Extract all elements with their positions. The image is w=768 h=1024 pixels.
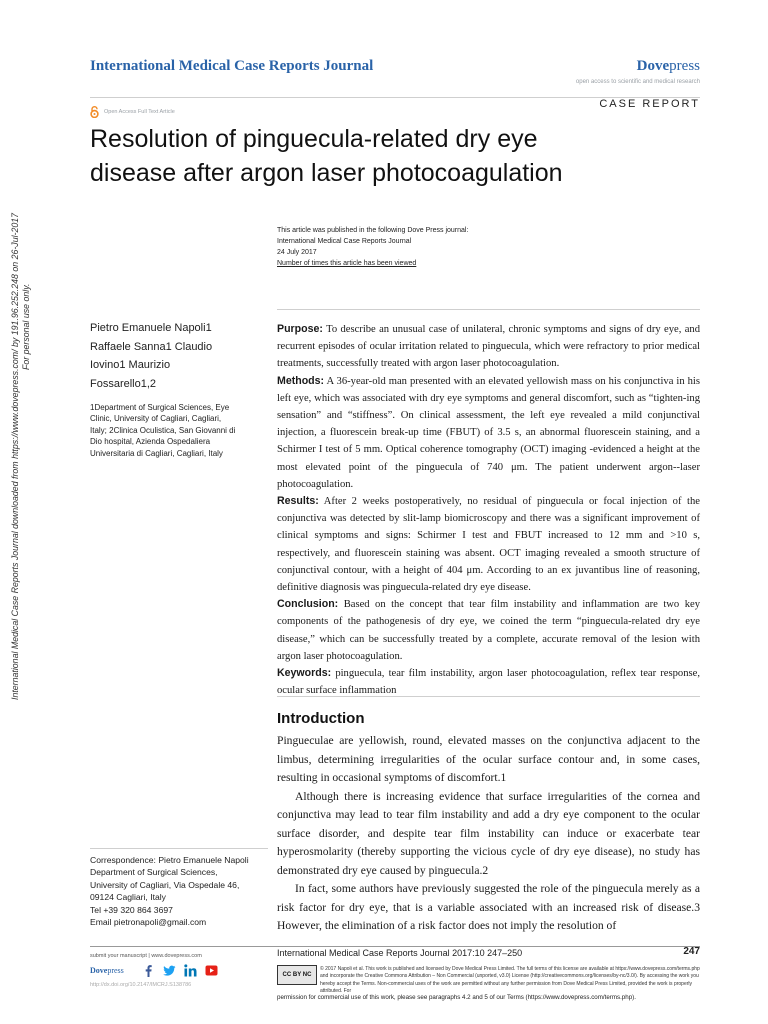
publisher-logo-bold: Dove [636, 58, 670, 74]
license-commercial-text: permission for commercial use of this work, please see paragraphs 4.2 and 5 of our Terms (https://www.dovepress.com/terms.php). [277, 994, 636, 1001]
open-access-lock-icon [90, 106, 99, 118]
article-title-line-2: disease after argon laser photocoagulation [90, 159, 563, 187]
social-links [142, 964, 218, 977]
corr-email[interactable]: Email pietronapoli@gmail.com [90, 917, 207, 928]
corr-line-3: University of Cagliari, Via Ospedale 46, [90, 879, 240, 890]
license-text: © 2017 Napoli et al. This work is published and licensed by Dove Medical Press Limited. The full terms of this license are available at https://www.dovepress.com/terms.php and incorporate the Creative Commons Attribution – Non Commercial (unported, v3.0) License (http://creativecommons.org/licenses/by-nc/3.0/). By accessing the work you hereby accept the Terms. Non-commercial uses of the work are permitted without any further permission from Dove Medical Press Limited, provided the work is properly attributed. For [320, 966, 700, 994]
affiliation-line-4: Dio hospital, Azienda Ospedaliera [90, 437, 211, 447]
introduction-heading: Introduction [277, 710, 365, 727]
footer-logo-rest: press [107, 966, 124, 975]
corr-line-1: Correspondence: Pietro Emanuele Napoli [90, 855, 249, 865]
author-line-4: Fossarello1,2 [90, 377, 157, 390]
facebook-icon[interactable] [142, 964, 155, 977]
journal-citation: International Medical Case Reports Journal 2017:10 247–250 [277, 948, 523, 958]
twitter-icon[interactable] [163, 964, 176, 977]
open-access-row [90, 106, 175, 118]
abstract-conclusion [277, 596, 700, 665]
page-number: 247 [683, 946, 700, 957]
author-line-1: Pietro Emanuele Napoli1 [90, 322, 212, 334]
affiliations [90, 402, 268, 459]
article-title-line-1: Resolution of pinguecula-related dry eye [90, 125, 538, 153]
pub-info-divider [277, 309, 700, 310]
intro-paragraph-3: In fact, some authors have previously suggested the role of the pinguecula merely as a risk factor for dry eye, that is a variable associated with an increased risk of disease.3 However, the elimination of a risk factor does not imply the resolution of [277, 882, 700, 932]
abstract-divider [277, 696, 700, 697]
abstract [277, 321, 700, 699]
pub-info-line-1: This article was published in the following Dove Press journal: [277, 227, 469, 234]
keywords-text: pinguecula, tear film instability, argon laser photocoagulation, reflex tear response, ocular surface inflammation [277, 668, 700, 697]
publisher-logo[interactable] [637, 58, 700, 75]
creative-commons-icon[interactable]: CC BY NC [277, 965, 317, 985]
corr-phone: Tel +39 320 864 3697 [90, 904, 173, 915]
pub-info-date: 24 July 2017 [277, 249, 317, 256]
affiliation-line-5: Universitaria di Cagliari, Cagliari, Italy [90, 448, 223, 458]
correspondence-divider [90, 848, 268, 849]
linkedin-icon[interactable] [184, 964, 197, 977]
conclusion-text: Based on the concept that tear film instability and inflammation are two key components of the pathogenesis of dry eye, we coined the term “pinguecula-related dry eye disease,” which can be successfully treated by a complete, accurate removal of the lesion with argon laser photocoagulation. [277, 599, 700, 662]
footer-divider [90, 946, 700, 947]
article-type: CASE REPORT [599, 98, 700, 110]
affiliation-line-1: 1Department of Surgical Sciences, Eye [90, 403, 230, 412]
results-label: Results: [277, 495, 319, 508]
submit-manuscript-link[interactable]: submit your manuscript | www.dovepress.com [90, 953, 202, 959]
methods-label: Methods: [277, 374, 325, 387]
abstract-methods [277, 373, 700, 493]
conclusion-label: Conclusion: [277, 598, 339, 611]
author-line-2: Raffaele Sanna1 Claudio [90, 340, 213, 353]
correspondence [90, 854, 272, 928]
keywords-label: Keywords: [277, 667, 332, 680]
intro-paragraph-1: Pingueculae are yellowish, round, elevated masses on the conjunctiva adjacent to the limbus, determining irregularities of the ocular surface contour and, in some cases, resulting in occasional symptoms of discomfort.1 [277, 734, 700, 784]
purpose-text: To describe an unusual case of unilateral, chronic symptoms and signs of dry eye, and recurrent episodes of ocular irritation related to pinguecula, which were refractory to prior medical treatments, successfully treated with argon laser photocoagulation. [277, 324, 700, 370]
side-note-line-2: For personal use only. [21, 283, 31, 370]
views-count-link[interactable]: Number of times this article has been viewed [277, 260, 417, 267]
journal-title[interactable]: International Medical Case Reports Journal [90, 58, 374, 74]
author-line-3: Iovino1 Maurizio [90, 359, 171, 371]
purpose-label: Purpose: [277, 323, 323, 335]
doi-link[interactable]: http://dx.doi.org/10.2147/IMCRJ.S138786 [90, 982, 192, 988]
corr-line-2: Department of Surgical Sciences, [90, 867, 218, 878]
download-side-note [10, 0, 32, 700]
side-note-line-1: International Medical Case Reports Journal downloaded from https://www.dovepress.com/ by 191.96.252.248 on 26-Jul-2017 [10, 212, 20, 700]
affiliation-line-3: Italy; 2Clinica Oculistica, San Giovanni di [90, 425, 236, 435]
open-access-label: Open Access Full Text Article [104, 109, 175, 115]
abstract-purpose [277, 321, 700, 373]
introduction-body [277, 732, 700, 936]
footer-publisher-logo[interactable] [90, 966, 124, 975]
intro-paragraph-2: Although there is increasing evidence that surface irregularities of the cornea and conjunctiva may lead to tear film instability and add a dry eye component to the ocular surface disorder, and despite tear film instability can induce or exacerbate tear hyperosmolarity (thereby supporting the vicious cycle of dry eye disease), no study has demonstrated dry eye caused by pinguecula.2 [277, 789, 700, 877]
corr-line-4: 09124 Cagliari, Italy [90, 892, 166, 903]
author-list [90, 319, 260, 393]
article-title [90, 122, 650, 190]
footer-logo-bold: Dove [90, 966, 108, 975]
publication-info [277, 225, 468, 269]
youtube-icon[interactable] [205, 964, 218, 977]
abstract-keywords [277, 665, 700, 699]
publisher-tagline: open access to scientific and medical research [575, 79, 700, 85]
results-text: After 2 weeks postoperatively, no residual of pinguecula or focal injection of the conjunctiva was detected by slit-lamp biomicroscopy and there was a significant improvement of clinical symptoms and signs: Schirmer I test and FBUT increased to 12 mm and >10 s, respectively, and fluorescein staining was absent. OCT imaging revealed a smooth structure of conjunctival contour, with a height of 404 μm. According to an ex juvantibus line of reasoning, definitive diagnosis was pinguecula-related dry eye disease. [277, 496, 700, 594]
pub-info-line-2: International Medical Case Reports Journal [277, 238, 412, 245]
abstract-results [277, 493, 700, 596]
affiliation-line-2: Clinic, University of Cagliari, Cagliari, [90, 414, 222, 424]
publisher-logo-rest: press [669, 58, 700, 74]
methods-text: A 36-year-old man presented with an elevated yellowish mass on his conjunctiva in his left eye, which was associated with dry eye symptoms and general discomfort, such as “tighten-ing sensation” and “stiffness”. On clinical assessment, the left eye revealed a mild conjunctival injection, a fluorescein break-up time (FBUT) of 3.5 s, an abnormal fluorescein staining, and a Schirmer I test of 5 mm. Optical coherence tomography (OCT) imaging -evidenced a height at the most elevated point of the pinguecula of 740 μm. The patient underwent argon--laser photocoagulation. [277, 375, 700, 490]
